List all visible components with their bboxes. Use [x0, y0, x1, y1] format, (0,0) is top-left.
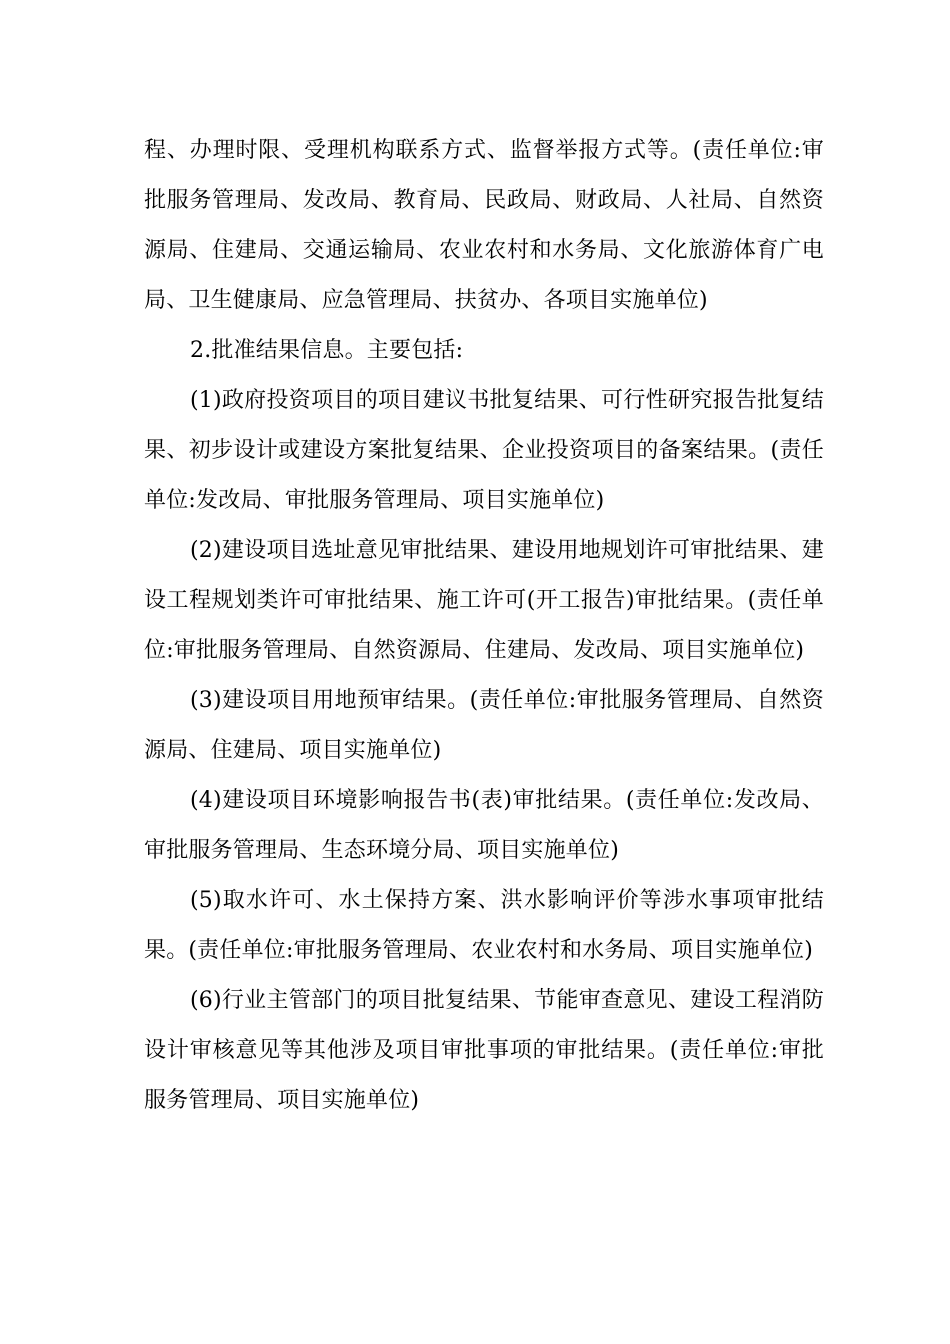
- paragraph-approval-results-heading: 2.批准结果信息。主要包括:: [190, 338, 464, 363]
- paragraph-item-2: (2)建设项目选址意见审批结果、建设用地规划许可审批结果、建设工程规划类许可审批结果、施工许可(开工报告)审批结果。(责任单位:审批服务管理局、自然资源局、住建局、发改局、项目实施单位): [144, 538, 824, 663]
- paragraph-continuation: 程、办理时限、受理机构联系方式、监督举报方式等。(责任单位:审批服务管理局、发改局、教育局、民政局、财政局、人社局、自然资源局、住建局、交通运输局、农业农村和水务局、文化旅游体育广电局、卫生健康局、应急管理局、扶贫办、各项目实施单位): [144, 138, 824, 313]
- paragraph-item-6: (6)行业主管部门的项目批复结果、节能审查意见、建设工程消防设计审核意见等其他涉及项目审批事项的审批结果。(责任单位:审批服务管理局、项目实施单位): [144, 988, 824, 1113]
- paragraph-item-1: (1)政府投资项目的项目建议书批复结果、可行性研究报告批复结果、初步设计或建设方案批复结果、企业投资项目的备案结果。(责任单位:发改局、审批服务管理局、项目实施单位): [144, 388, 824, 513]
- paragraph-item-3: (3)建设项目用地预审结果。(责任单位:审批服务管理局、自然资源局、住建局、项目实施单位): [144, 688, 824, 763]
- document-body: [144, 126, 824, 1126]
- paragraph-item-5: (5)取水许可、水土保持方案、洪水影响评价等涉水事项审批结果。(责任单位:审批服务管理局、农业农村和水务局、项目实施单位): [144, 888, 824, 963]
- paragraph-item-4: (4)建设项目环境影响报告书(表)审批结果。(责任单位:发改局、审批服务管理局、生态环境分局、项目实施单位): [144, 788, 824, 863]
